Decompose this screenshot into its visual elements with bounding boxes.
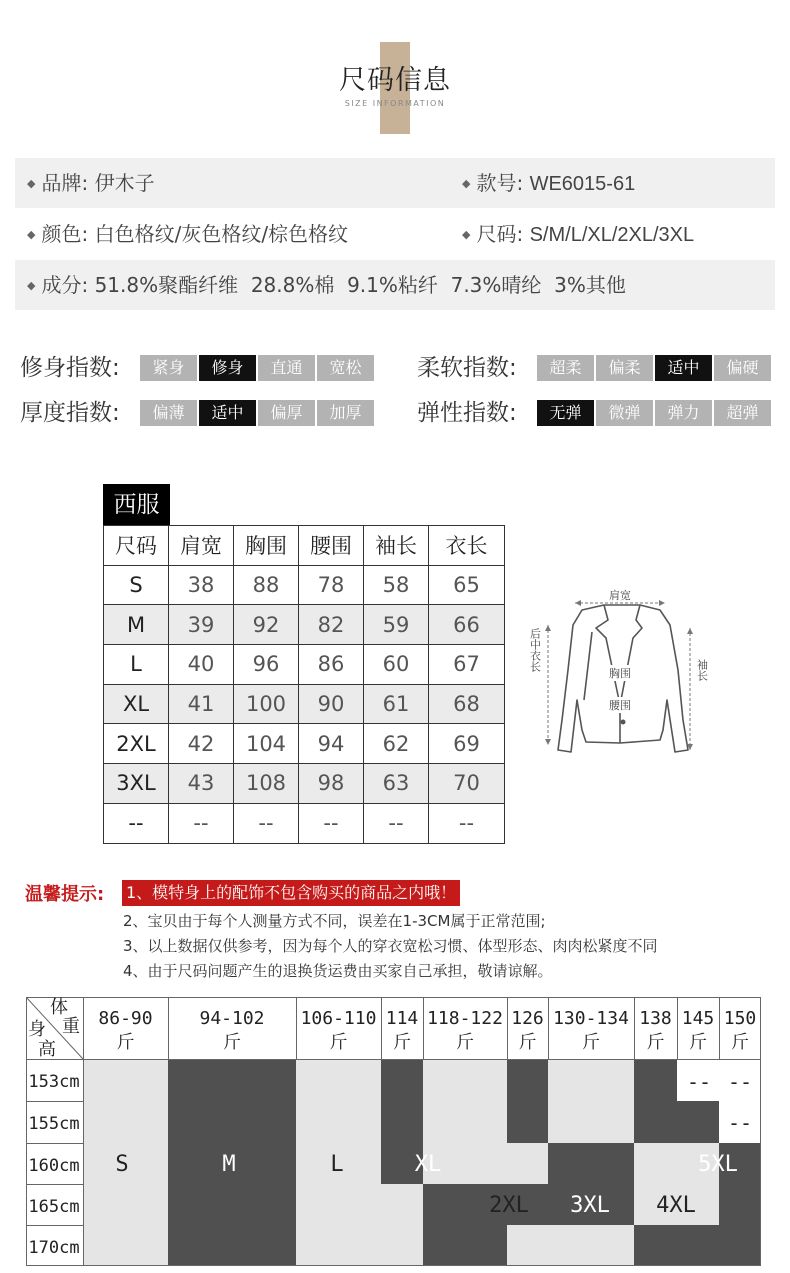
grid-cell xyxy=(381,1225,423,1266)
table-cell: 70 xyxy=(429,764,505,804)
weight-header: 145 xyxy=(681,1008,715,1029)
table-cell: M xyxy=(104,605,169,645)
table-cell: 100 xyxy=(234,684,299,724)
table-cell: 108 xyxy=(234,764,299,804)
grid-cell xyxy=(381,1184,423,1225)
size-label: S xyxy=(115,1152,129,1177)
sleeve-label: 袖长 xyxy=(695,659,709,681)
index-option-chip: 偏柔 xyxy=(596,355,653,381)
size-label: XL xyxy=(414,1152,442,1177)
table-cell: 67 xyxy=(429,645,505,685)
column-header: 衣长 xyxy=(429,526,505,566)
table-cell: 86 xyxy=(299,645,364,685)
table-cell: -- xyxy=(364,803,429,843)
diamond-icon: ◆ xyxy=(462,177,471,190)
grid-cell xyxy=(548,1059,634,1101)
size-label: M xyxy=(222,1152,236,1177)
size-label: 尺码: xyxy=(476,222,524,246)
table-cell: -- xyxy=(169,803,234,843)
back-length-label: 后中衣长 xyxy=(528,628,542,672)
weight-unit: 斤 xyxy=(689,1032,707,1053)
color-label: 颜色: xyxy=(41,222,89,246)
table-cell: -- xyxy=(299,803,364,843)
grid-cell xyxy=(719,1225,761,1266)
size-label: 5XL xyxy=(698,1152,738,1177)
table-cell: 58 xyxy=(364,565,429,605)
weight-header: 114 xyxy=(385,1008,419,1029)
weight-header: 130-134 xyxy=(553,1008,629,1029)
material-value: 51.8%聚酯纤维 28.8%棉 9.1%粘纤 7.3%晴纶 3%其他 xyxy=(94,273,626,297)
grid-cell xyxy=(381,1101,423,1143)
size-table xyxy=(103,525,505,844)
index-option-chip: 微弹 xyxy=(596,400,653,426)
grid-cell xyxy=(168,1225,296,1266)
diamond-icon: ◆ xyxy=(27,177,36,190)
table-cell: 2XL xyxy=(104,724,169,764)
index-option-chip: 适中 xyxy=(199,400,256,426)
column-header: 肩宽 xyxy=(169,526,234,566)
grid-cell xyxy=(168,1101,296,1143)
table-cell: 42 xyxy=(169,724,234,764)
grid-cell xyxy=(423,1101,507,1143)
column-header: 尺码 xyxy=(104,526,169,566)
index-option-chip: 偏厚 xyxy=(258,400,315,426)
size-table-row xyxy=(104,724,505,764)
style-field xyxy=(462,158,635,208)
page-subtitle: SIZE INFORMATION xyxy=(344,99,446,108)
table-cell: 68 xyxy=(429,684,505,724)
grid-cell xyxy=(423,1225,507,1266)
chest-label: 胸围 xyxy=(609,667,631,680)
grid-cell xyxy=(634,1101,677,1143)
empty-marker: -- xyxy=(727,1070,753,1094)
weight-header: 118-122 xyxy=(427,1008,503,1029)
table-cell: 104 xyxy=(234,724,299,764)
height-label: 155cm xyxy=(28,1114,80,1134)
size-table-row xyxy=(104,565,505,605)
grid-cell xyxy=(83,1225,168,1266)
index-option-chip: 紧身 xyxy=(140,355,197,381)
column-header: 胸围 xyxy=(234,526,299,566)
weight-header: 138 xyxy=(639,1008,672,1029)
empty-marker: -- xyxy=(686,1070,712,1094)
weight-header: 126 xyxy=(511,1008,544,1029)
size-table-tag: 西服 xyxy=(103,484,170,526)
brand-field xyxy=(27,158,155,208)
shoulder-label: 肩宽 xyxy=(609,589,631,602)
page-title: 尺码信息 xyxy=(339,65,451,96)
table-cell: 65 xyxy=(429,565,505,605)
table-cell: -- xyxy=(234,803,299,843)
tip-item-2: 2、宝贝由于每个人测量方式不同，误差在1-3CM属于正常范围; xyxy=(123,912,546,930)
grid-cell xyxy=(719,1184,761,1225)
index-option-chip: 宽松 xyxy=(317,355,374,381)
index-option-chip: 弹力 xyxy=(655,400,712,426)
index-option-chip: 直通 xyxy=(258,355,315,381)
grid-cell xyxy=(507,1059,548,1101)
style-value: WE6015-61 xyxy=(529,173,636,195)
grid-cell xyxy=(677,1225,719,1266)
weight-header: 86-90 xyxy=(98,1008,153,1029)
grid-cell xyxy=(296,1225,381,1266)
table-cell: 39 xyxy=(169,605,234,645)
style-label: 款号: xyxy=(476,171,524,195)
table-cell: 60 xyxy=(364,645,429,685)
height-label: 165cm xyxy=(28,1197,80,1217)
table-cell: 69 xyxy=(429,724,505,764)
table-cell: 92 xyxy=(234,605,299,645)
info-row-material xyxy=(15,260,775,310)
material-label: 成分: xyxy=(41,273,89,297)
info-row-color xyxy=(15,209,775,259)
grid-cell xyxy=(83,1184,168,1225)
grid-cell xyxy=(168,1059,296,1101)
index-label: 弹性指数: xyxy=(417,400,517,426)
size-field xyxy=(462,209,694,259)
diamond-icon: ◆ xyxy=(27,279,36,292)
table-cell: 96 xyxy=(234,645,299,685)
weight-unit: 斤 xyxy=(456,1032,474,1053)
table-cell: 43 xyxy=(169,764,234,804)
color-field xyxy=(27,209,348,259)
table-cell: 82 xyxy=(299,605,364,645)
column-header: 袖长 xyxy=(364,526,429,566)
index-option-chip: 适中 xyxy=(655,355,712,381)
weight-unit: 斤 xyxy=(582,1032,600,1053)
table-cell: 41 xyxy=(169,684,234,724)
grid-cell xyxy=(381,1059,423,1101)
corner-height-label: 高 xyxy=(38,1039,56,1060)
empty-marker: -- xyxy=(727,1111,753,1135)
material-field xyxy=(27,260,626,310)
index-option-chip: 无弹 xyxy=(537,400,594,426)
brand-value: 伊木子 xyxy=(94,171,155,195)
weight-unit: 斤 xyxy=(116,1032,135,1053)
grid-cell xyxy=(507,1225,548,1266)
size-label: L xyxy=(330,1152,344,1177)
table-cell: 88 xyxy=(234,565,299,605)
table-cell: 90 xyxy=(299,684,364,724)
color-value: 白色格纹/灰色格纹/棕色格纹 xyxy=(94,222,349,246)
weight-unit: 斤 xyxy=(329,1032,348,1053)
table-cell: 66 xyxy=(429,605,505,645)
corner-weight-label: 体 xyxy=(50,997,68,1018)
size-value: S/M/L/XL/2XL/3XL xyxy=(529,224,695,246)
tips-label: 温馨提示: xyxy=(25,884,105,905)
info-row-brand xyxy=(15,158,775,208)
index-label: 柔软指数: xyxy=(417,355,517,381)
index-option-chip: 偏薄 xyxy=(140,400,197,426)
jacket-measure-diagram xyxy=(520,580,720,760)
grid-cell xyxy=(423,1059,507,1101)
height-label: 153cm xyxy=(28,1072,80,1092)
size-label: 4XL xyxy=(656,1193,696,1218)
table-cell: 94 xyxy=(299,724,364,764)
waist-label: 腰围 xyxy=(609,699,631,712)
table-cell: XL xyxy=(104,684,169,724)
size-table-row xyxy=(104,605,505,645)
weight-header: 150 xyxy=(723,1008,757,1029)
weight-unit: 斤 xyxy=(646,1032,665,1053)
index-option-chip: 偏硬 xyxy=(714,355,771,381)
brand-label: 品牌: xyxy=(41,171,89,195)
tip-item-3: 3、以上数据仅供参考，因为每个人的穿衣宽松习惯、体型形态、肉肉松紧度不同 xyxy=(123,937,658,955)
tip-item-4: 4、由于尺码问题产生的退换货运费由买家自己承担，敬请谅解。 xyxy=(123,962,553,980)
weight-unit: 斤 xyxy=(393,1032,411,1053)
index-option-chip: 加厚 xyxy=(317,400,374,426)
corner-height-label: 身 xyxy=(28,1019,46,1040)
table-cell: 59 xyxy=(364,605,429,645)
height-label: 170cm xyxy=(28,1238,80,1258)
table-cell: 40 xyxy=(169,645,234,685)
index-label: 修身指数: xyxy=(20,355,120,381)
index-option-chip: 超柔 xyxy=(537,355,594,381)
table-cell: -- xyxy=(104,803,169,843)
height-label: 160cm xyxy=(28,1156,80,1176)
size-table-row xyxy=(104,764,505,804)
grid-cell xyxy=(296,1101,381,1143)
table-cell: 3XL xyxy=(104,764,169,804)
weight-header: 94-102 xyxy=(199,1008,265,1029)
index-option-chip: 修身 xyxy=(199,355,256,381)
grid-cell xyxy=(168,1184,296,1225)
weight-unit: 斤 xyxy=(518,1032,537,1053)
grid-cell xyxy=(548,1101,634,1143)
grid-cell xyxy=(677,1101,719,1143)
grid-cell xyxy=(634,1225,677,1266)
weight-unit: 斤 xyxy=(731,1032,749,1053)
size-table-header xyxy=(104,526,505,566)
weight-header: 106-110 xyxy=(300,1008,377,1029)
table-cell: S xyxy=(104,565,169,605)
grid-cell xyxy=(548,1225,634,1266)
table-cell: 63 xyxy=(364,764,429,804)
size-table-row xyxy=(104,645,505,685)
table-cell: -- xyxy=(429,803,505,843)
height-weight-size-grid xyxy=(26,997,764,1267)
table-cell: 62 xyxy=(364,724,429,764)
table-cell: 98 xyxy=(299,764,364,804)
index-option-chip: 超弹 xyxy=(714,400,771,426)
grid-cell xyxy=(507,1101,548,1143)
grid-cell xyxy=(296,1059,381,1101)
table-cell: L xyxy=(104,645,169,685)
size-label: 2XL xyxy=(489,1193,529,1218)
table-cell: 38 xyxy=(169,565,234,605)
column-header: 腰围 xyxy=(299,526,364,566)
size-label: 3XL xyxy=(570,1193,610,1218)
table-cell: 61 xyxy=(364,684,429,724)
tip-item-1: 1、模特身上的配饰不包含购买的商品之内哦！ xyxy=(122,880,460,906)
corner-weight-label: 重 xyxy=(62,1016,80,1037)
grid-cell xyxy=(548,1143,634,1184)
table-cell: 78 xyxy=(299,565,364,605)
grid-cell xyxy=(83,1101,168,1143)
size-table-row xyxy=(104,684,505,724)
diamond-icon: ◆ xyxy=(462,228,471,241)
diamond-icon: ◆ xyxy=(27,228,36,241)
grid-cell xyxy=(634,1143,677,1184)
index-label: 厚度指数: xyxy=(20,400,120,426)
weight-unit: 斤 xyxy=(223,1032,241,1053)
grid-cell xyxy=(507,1143,548,1184)
grid-cell xyxy=(634,1059,677,1101)
size-table-row xyxy=(104,803,505,843)
grid-cell xyxy=(296,1184,381,1225)
grid-cell xyxy=(83,1059,168,1101)
